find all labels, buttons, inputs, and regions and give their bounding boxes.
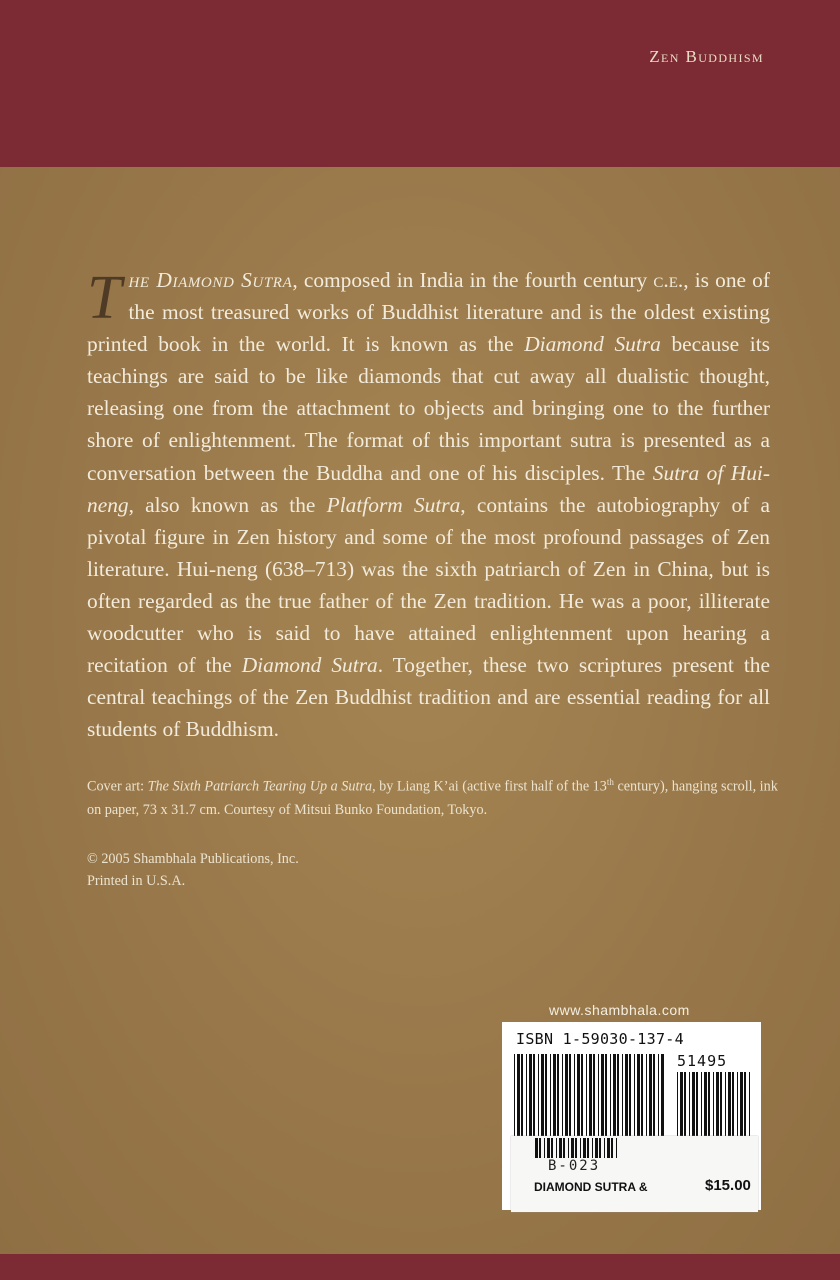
barcode-bar	[535, 1138, 538, 1158]
category-label: Zen Buddhism	[649, 47, 764, 66]
barcode-bar	[592, 1138, 593, 1158]
drop-cap: T	[87, 264, 122, 332]
sticker-price: $15.00	[705, 1177, 751, 1194]
barcode-bar	[563, 1138, 565, 1158]
barcode-bar	[580, 1138, 581, 1158]
blurb-text: , composed in India in the fourth century	[292, 268, 654, 292]
barcode-bar	[595, 1138, 598, 1158]
barcode-bar	[607, 1138, 610, 1158]
blurb-italic: Sutra of Hui-neng	[87, 460, 770, 517]
credit-text: century), hanging scroll, ink on paper, 73 x 31.7 cm. Courtesy of Mitsui Bunko Foundation, Tokyo.	[87, 778, 778, 818]
copyright-line: © 2005 Shambhala Publications, Inc.	[87, 851, 299, 867]
copyright-block	[87, 848, 299, 892]
barcode-bar	[583, 1138, 586, 1158]
barcode-bar	[544, 1138, 545, 1158]
blurb-italic: Diamond Sutra	[524, 332, 661, 357]
barcode-bar	[604, 1138, 605, 1158]
blurb-text: . Together, these two scriptures present the central teachings of the Zen Buddhist tradition and are essential reading for all students of Buddhism.	[87, 653, 770, 742]
sticker-barcode	[535, 1138, 620, 1158]
barcode-bar	[599, 1138, 601, 1158]
blurb-text: , also known as the	[128, 492, 327, 517]
bottom-band	[0, 1254, 840, 1280]
description-blurb	[87, 264, 770, 745]
blurb-text: , contains the autobiography of a pivotal figure in Zen history and some of the most profound passages of Zen literature. Hui-neng (638–713) was the sixth patriarch of Zen in China, but is often regarded as the true father of the Zen tradition. He was a poor, illiterate woodcutter who is said to have attained enlightenment upon hearing a recitation of the	[87, 492, 770, 678]
credit-text: Cover art:	[87, 778, 148, 795]
barcode-bar	[547, 1138, 550, 1158]
blurb-italic: Platform Sutra	[326, 492, 461, 517]
publisher-url: www.shambhala.com	[549, 1002, 690, 1018]
barcode-bar	[556, 1138, 557, 1158]
barcode-bar	[551, 1138, 553, 1158]
artwork-title: The Sixth Patriarch Tearing Up a Sutra	[147, 778, 373, 795]
barcode-bar	[571, 1138, 574, 1158]
isbn-label: ISBN 1-59030-137-4	[516, 1030, 684, 1048]
barcode-bar	[616, 1138, 617, 1158]
era-label: c.e.	[653, 268, 684, 292]
blurb-text: , is one of the most treasured works of Buddhist literature and is the oldest existing printed book in the world. It is known as the	[87, 268, 770, 357]
price-code: 51495	[677, 1052, 728, 1070]
barcode-bar	[568, 1138, 569, 1158]
barcode-bar	[575, 1138, 577, 1158]
credit-text: , by Liang K’ai (active first half of the 13	[372, 778, 607, 795]
barcode-bar	[587, 1138, 589, 1158]
barcode-bar	[611, 1138, 613, 1158]
credit-superscript: th	[606, 777, 614, 787]
price-sticker	[511, 1136, 758, 1212]
sticker-code: B-023	[548, 1158, 601, 1174]
blurb-text: because its teachings are said to be like diamonds that cut away all dualistic thought, releasing one from the attachment to objects and bringing one to the further shore of enlightenment. The format of this important sutra is presented as a conversation between the Buddha and one of his disciples. The	[87, 332, 770, 485]
blurb-italic: Diamond Sutra	[241, 653, 378, 678]
top-band	[0, 0, 840, 167]
barcode-bar	[539, 1138, 541, 1158]
printed-in-line: Printed in U.S.A.	[87, 873, 186, 889]
cover-art-credit	[87, 771, 787, 822]
book-title: he Diamond Sutra	[128, 268, 293, 292]
sticker-title: DIAMOND SUTRA &	[534, 1180, 648, 1194]
barcode-bar	[559, 1138, 562, 1158]
